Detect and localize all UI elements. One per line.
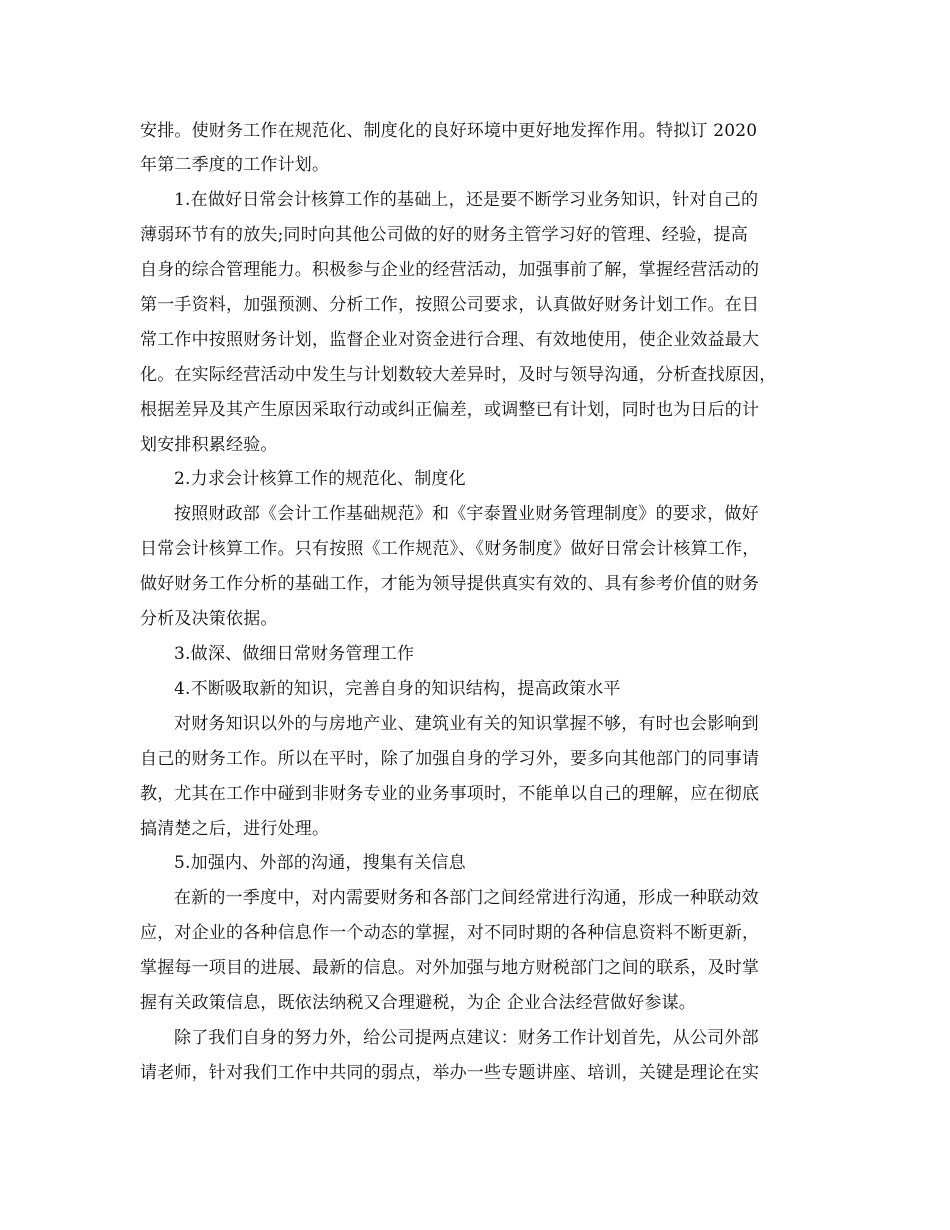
text-line: 化。在实际经营活动中发生与计划数较大差异时，及时与领导沟通，分析查找原因， xyxy=(140,365,777,385)
section-heading: 4.不断吸取新的知识，完善自身的知识结构，提高政策水平 xyxy=(174,679,621,699)
text-line: 教，尤其在工作中碰到非财务专业的业务事项时，不能单以自己的理解，应在彻底 xyxy=(140,784,760,804)
text-line: 安排。使财务工作在规范化、制度化的良好环境中更好地发挥作用。特拟订 2020 xyxy=(140,121,758,141)
text-line: 年第二季度的工作计划。 xyxy=(140,155,330,175)
text-line: 薄弱环节有的放失;同时向其他公司做的好的财务主管学习好的管理、经验，提高 xyxy=(140,225,748,245)
section-heading: 2.力求会计核算工作的规范化、制度化 xyxy=(174,469,466,489)
text-line: 分析及决策依据。 xyxy=(140,609,278,629)
text-line: 搞清楚之后，进行处理。 xyxy=(140,819,330,839)
text-line: 握有关政策信息，既依法纳税又合理避税，为企 企业合法经营做好参谋。 xyxy=(140,993,697,1013)
text-line: 在新的一季度中，对内需要财务和各部门之间经常进行沟通，形成一种联动效 xyxy=(174,888,759,908)
text-line: 对财务知识以外的与房地产业、建筑业有关的知识掌握不够，有时也会影响到 xyxy=(174,714,759,734)
text-line: 划安排积累经验。 xyxy=(140,435,278,455)
text-line: 第一手资料，加强预测、分析工作，按照公司要求，认真做好财务计划工作。在日 xyxy=(140,295,760,315)
section-heading: 5.加强内、外部的沟通，搜集有关信息 xyxy=(174,853,466,873)
text-line: 按照财政部《会计工作基础规范》和《宇泰置业财务管理制度》的要求，做好 xyxy=(174,504,759,524)
paragraph-heading: 1.在做好日常会计核算工作的基础上，还是要不断学习业务知识，针对自己的 xyxy=(174,190,759,210)
text-line: 应，对企业的各种信息作一个动态的掌握，对不同时期的各种信息资料不断更新， xyxy=(140,923,760,943)
text-line: 常工作中按照财务计划，监督企业对资金进行合理、有效地使用，使企业效益最大 xyxy=(140,330,760,350)
text-line: 请老师，针对我们工作中共同的弱点，举办一些专题讲座、培训，关键是理论在实 xyxy=(140,1063,760,1083)
text-line: 除了我们自身的努力外，给公司提两点建议：财务工作计划首先，从公司外部 xyxy=(174,1028,759,1048)
text-line: 自身的综合管理能力。积极参与企业的经营活动，加强事前了解，掌握经营活动的 xyxy=(140,260,760,280)
text-line: 根据差异及其产生原因采取行动或纠正偏差，或调整已有计划，同时也为日后的计 xyxy=(140,400,760,420)
section-heading: 3.做深、做细日常财务管理工作 xyxy=(174,644,415,664)
text-line: 自己的财务工作。所以在平时，除了加强自身的学习外，要多向其他部门的同事请 xyxy=(140,749,760,769)
text-line: 掌握每一项目的进展、最新的信息。对外加强与地方财税部门之间的联系，及时掌 xyxy=(140,958,760,978)
text-line: 做好财务工作分析的基础工作，才能为领导提供真实有效的、具有参考价值的财务 xyxy=(140,574,760,594)
text-line: 日常会计核算工作。只有按照《工作规范》、《财务制度》做好日常会计核算工作， xyxy=(140,539,760,559)
